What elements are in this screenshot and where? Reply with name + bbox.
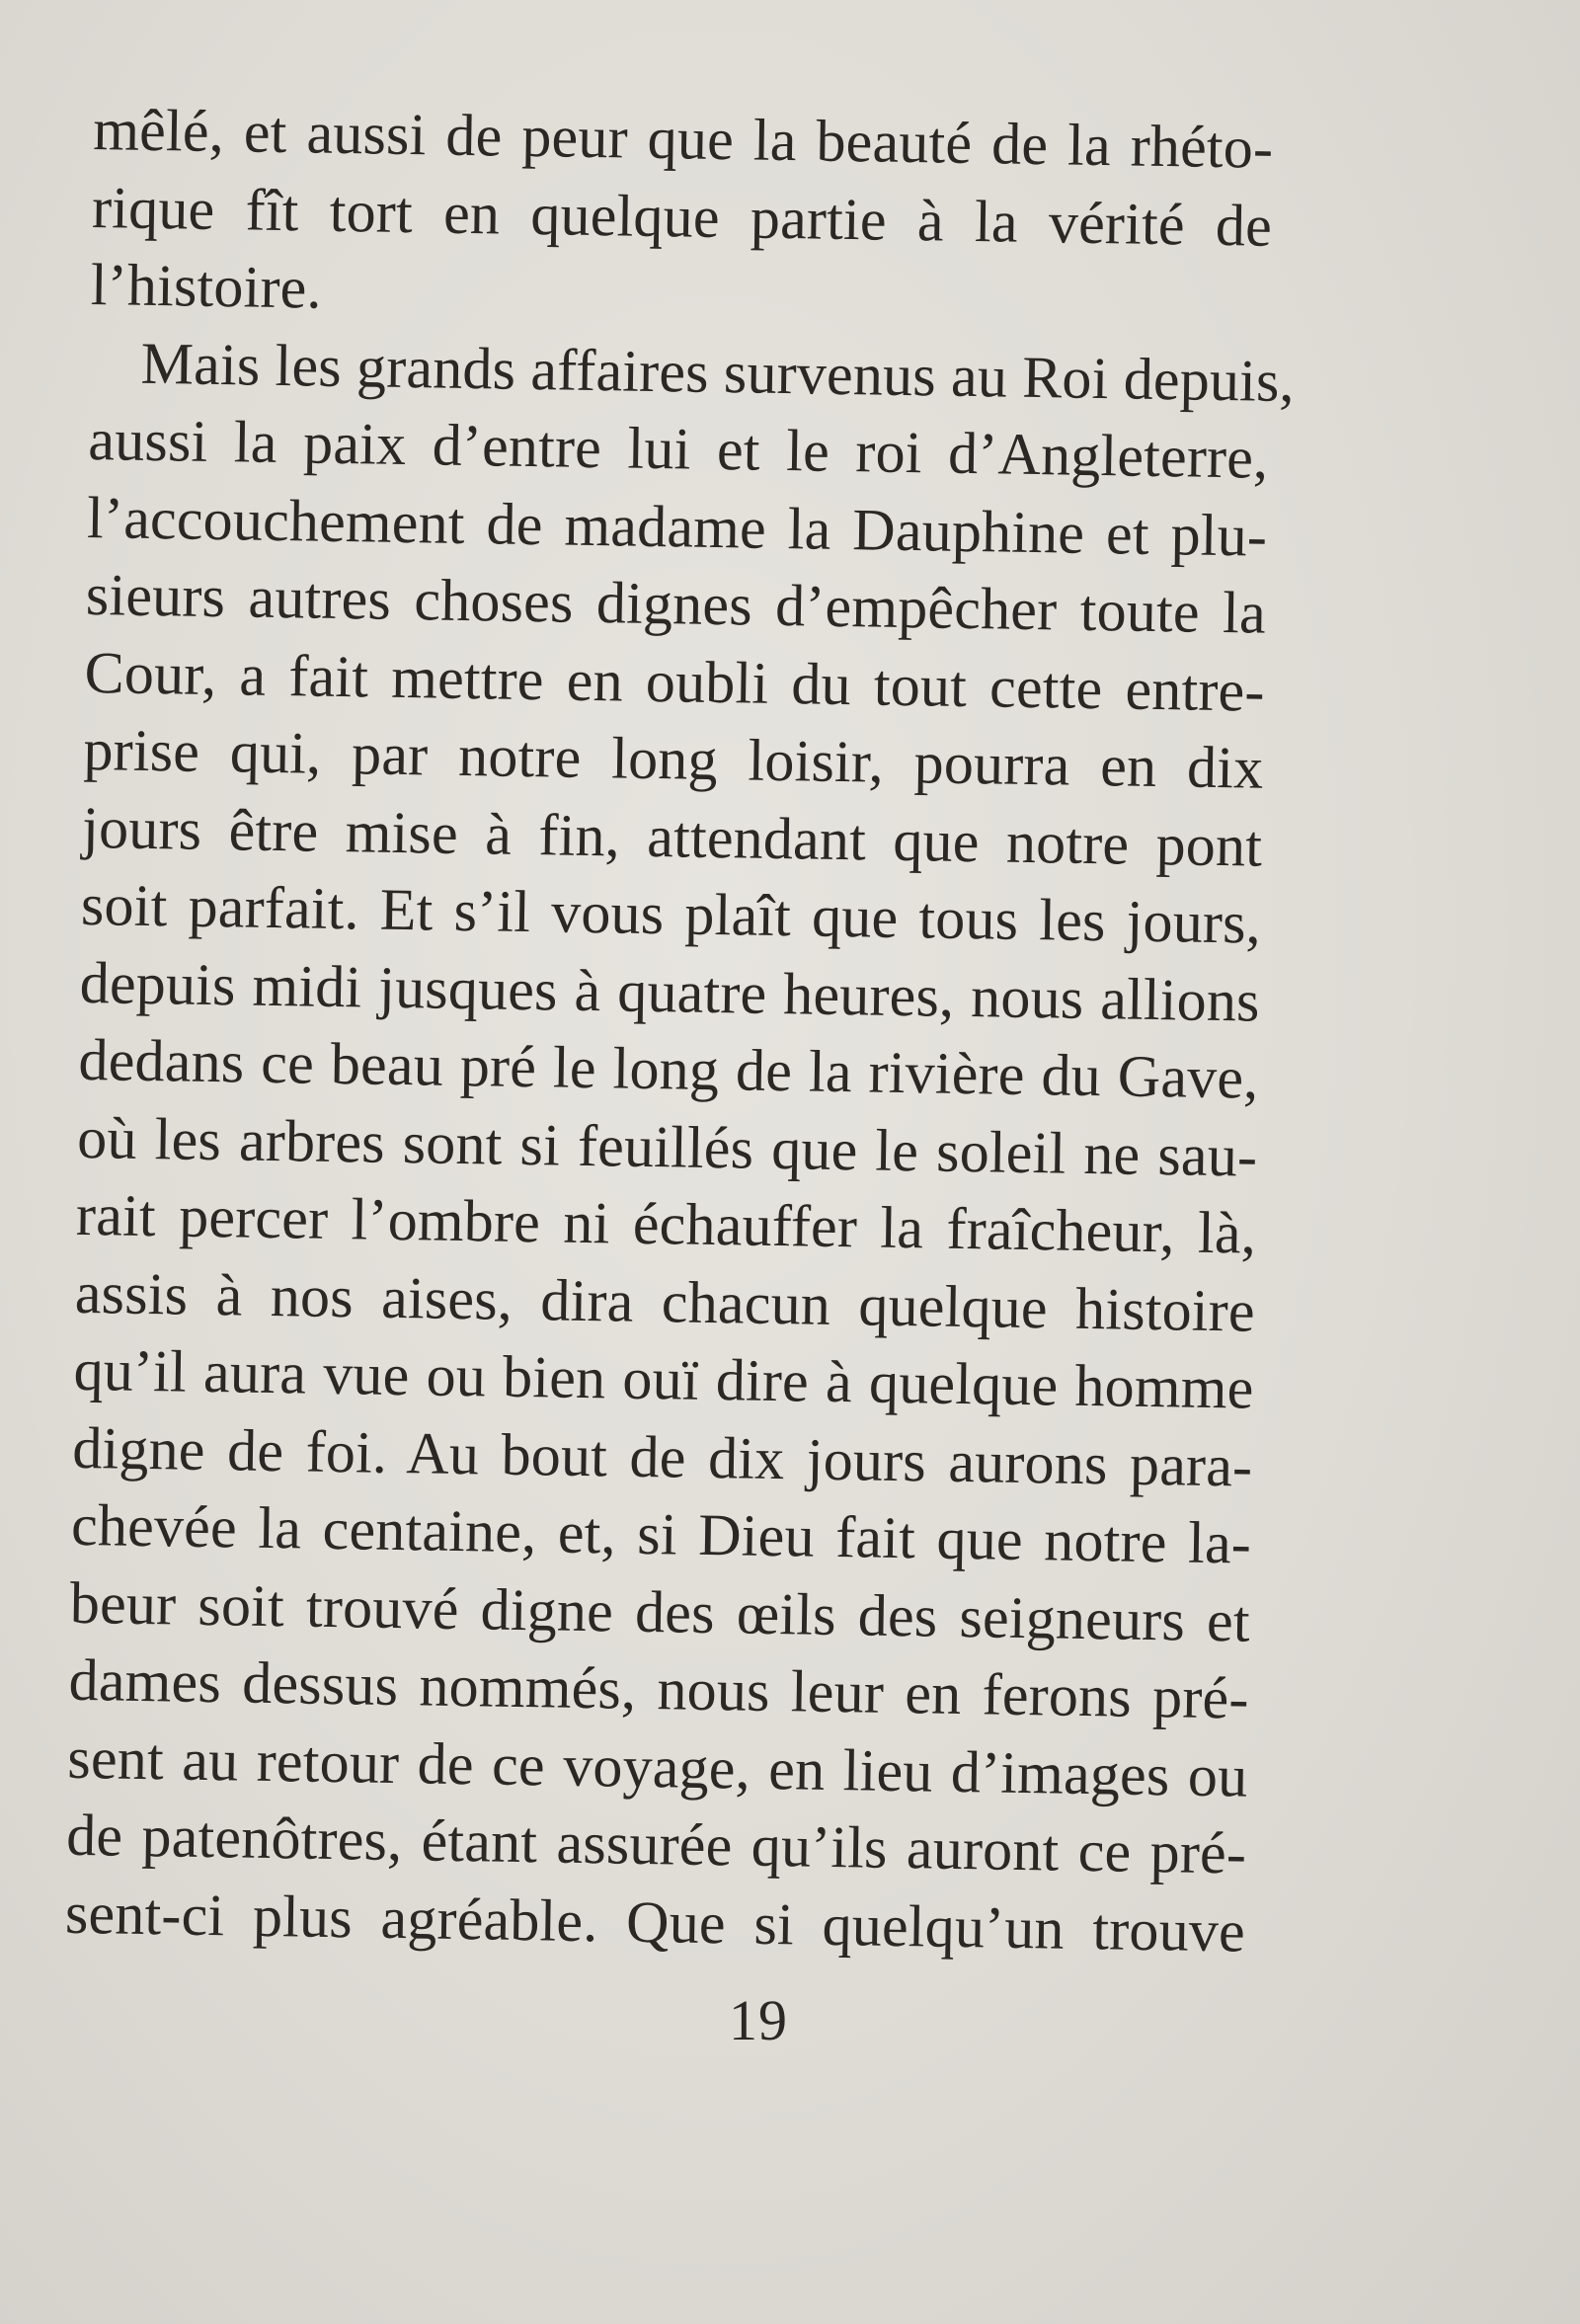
text-line: prise qui, par notre long loisir, pourra en dix	[83, 716, 1264, 801]
text-line: dames dessus nommés, nous leur en ferons pré-	[68, 1646, 1250, 1731]
text-line: l’accouchement de madame la Dauphine et plu-	[86, 484, 1268, 569]
text-line: l’histoire.	[90, 251, 323, 321]
body-text	[64, 91, 1327, 1970]
text-line: depuis midi jusques à quatre heures, nous allions	[79, 949, 1261, 1034]
page-number: 19	[729, 1988, 788, 2052]
paragraph-start-line: Mais les grands affaires survenus au Roi depuis,	[140, 330, 1296, 414]
text-line: rique fît tort en quelque partie à la vérité de	[91, 174, 1273, 259]
text-line: chevée la centaine, et, si Dieu fait que notre la-	[70, 1491, 1252, 1576]
text-line: digne de foi. Au bout de dix jours aurons para-	[71, 1414, 1253, 1499]
text-line: de patenôtres, étant assurée qu’ils auront ce pré-	[65, 1802, 1247, 1886]
text-line: sent-ci plus agréable. Que si quelqu’un trouve	[64, 1880, 1246, 1964]
text-line: assis à nos aises, dira chacun quelque histoire	[74, 1259, 1256, 1344]
text-line: mêlé, et aussi de peur que la beauté de la rhéto-	[92, 96, 1274, 181]
text-line: rait percer l’ombre ni échauffer la fraîcheur, là,	[75, 1181, 1257, 1266]
text-line: beur soit trouvé digne des œils des seigneurs et	[69, 1569, 1251, 1654]
text-line: soit parfait. Et s’il vous plaît que tous les jours,	[80, 871, 1262, 956]
text-line: sieurs autres choses dignes d’empêcher toute la	[85, 561, 1267, 646]
text-line: dedans ce beau pré le long de la rivière du Gave,	[78, 1026, 1259, 1111]
text-line: jours être mise à fin, attendant que notre pont	[81, 794, 1263, 879]
text-line: sent au retour de ce voyage, en lieu d’images ou	[66, 1724, 1248, 1809]
text-line: qu’il aura vue ou bien ouï dire à quelque homme	[73, 1336, 1255, 1421]
text-line: où les arbres sont si feuillés que le soleil ne sau-	[76, 1104, 1258, 1189]
text-line: Cour, a fait mettre en oubli du tout cette entre-	[84, 639, 1266, 724]
text-line: aussi la paix d’entre lui et le roi d’Angleterre,	[87, 406, 1269, 491]
